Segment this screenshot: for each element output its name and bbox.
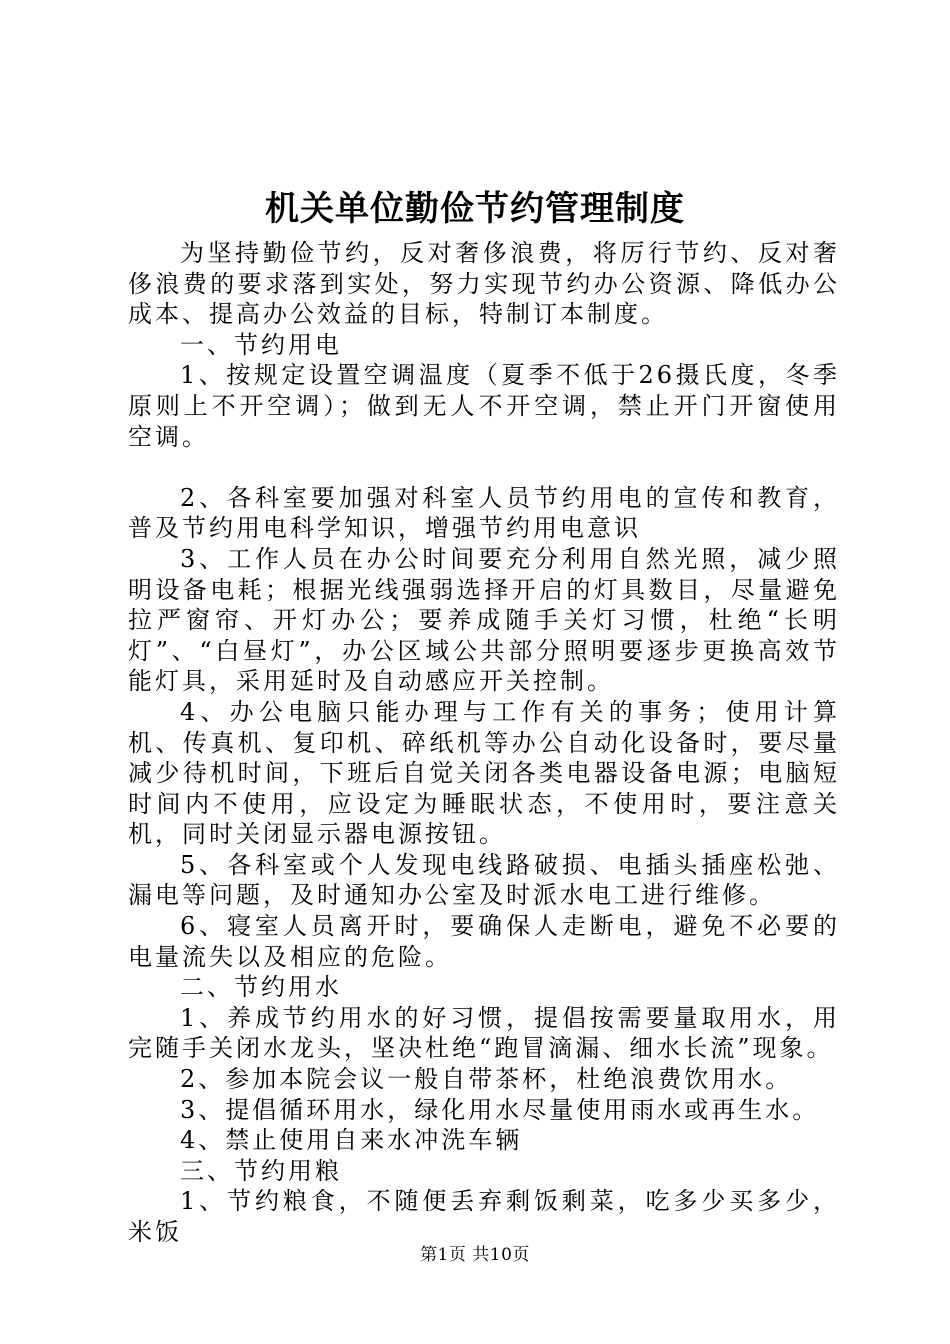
intro-paragraph: 为坚持勤俭节约，反对奢侈浪费，将厉行节约、反对奢侈浪费的要求落到实处，努力实现节约办公资源、降低办公成本、提高办公效益的目标，特制订本制度。: [128, 239, 840, 329]
electricity-item-6: 6、寝室人员离开时，要确保人走断电，避免不必要的电量流失以及相应的危险。: [128, 912, 840, 971]
water-item-3: 3、提倡循环用水，绿化用水尽量使用雨水或再生水。: [180, 1095, 820, 1124]
electricity-item-5: 5、各科室或个人发现电线路破损、电插头插座松弛、漏电等问题，及时通知办公室及时派水电工进行维修。: [128, 850, 840, 910]
electricity-item-4: 4、办公电脑只能办理与工作有关的事务；使用计算机、传真机、复印机、碎纸机等办公自动化设备时，要尽量减少待机时间，下班后自觉关闭各类电器设备电源；电脑短时间内不使用，应设定为睡眠状态，不使用时，要注意关机，同时关闭显示器电源按钮。: [128, 697, 840, 849]
section-heading-electricity: 一、节约用电: [180, 330, 342, 359]
section-heading-water: 二、节约用水: [180, 973, 342, 1002]
electricity-item-1: 1、按规定设置空调温度（夏季不低于26摄氏度，冬季原则上不开空调）；做到无人不开空调，禁止开门开窗使用空调。: [128, 361, 840, 451]
electricity-item-2: 2、各科室要加强对科室人员节约用电的宣传和教育，普及节约用电科学知识，增强节约用电意识: [128, 483, 840, 543]
page-number-footer: 第1页 共10页: [420, 1245, 530, 1265]
section-heading-food: 三、节约用粮: [180, 1156, 342, 1185]
document-body: [128, 238, 840, 1248]
electricity-item-3: 3、工作人员在办公时间要充分利用自然光照，减少照明设备电耗；根据光线强弱选择开启的灯具数目，尽量避免拉严窗帘、开灯办公；要养成随手关灯习惯，杜绝“长明灯”、“白昼灯”，办公区域公共部分照明要逐步更换高效节能灯具，采用延时及自动感应开关控制。: [128, 544, 840, 696]
water-item-4: 4、禁止使用自来水冲洗车辆: [180, 1126, 523, 1155]
water-item-2: 2、参加本院会议一般自带茶杯，杜绝浪费饮用水。: [180, 1065, 793, 1094]
water-item-1: 1、养成节约用水的好习惯，提倡按需要量取用水，用完随手关闭水龙头，坚决杜绝“跑冒滴漏、细水长流”现象。: [128, 1003, 840, 1063]
document-title: 机关单位勤俭节约管理制度: [265, 189, 685, 229]
blank-line: [128, 452, 840, 483]
food-item-1: 1、节约粮食，不随便丢弃剩饭剩菜，吃多少买多少，米饭: [128, 1187, 840, 1246]
